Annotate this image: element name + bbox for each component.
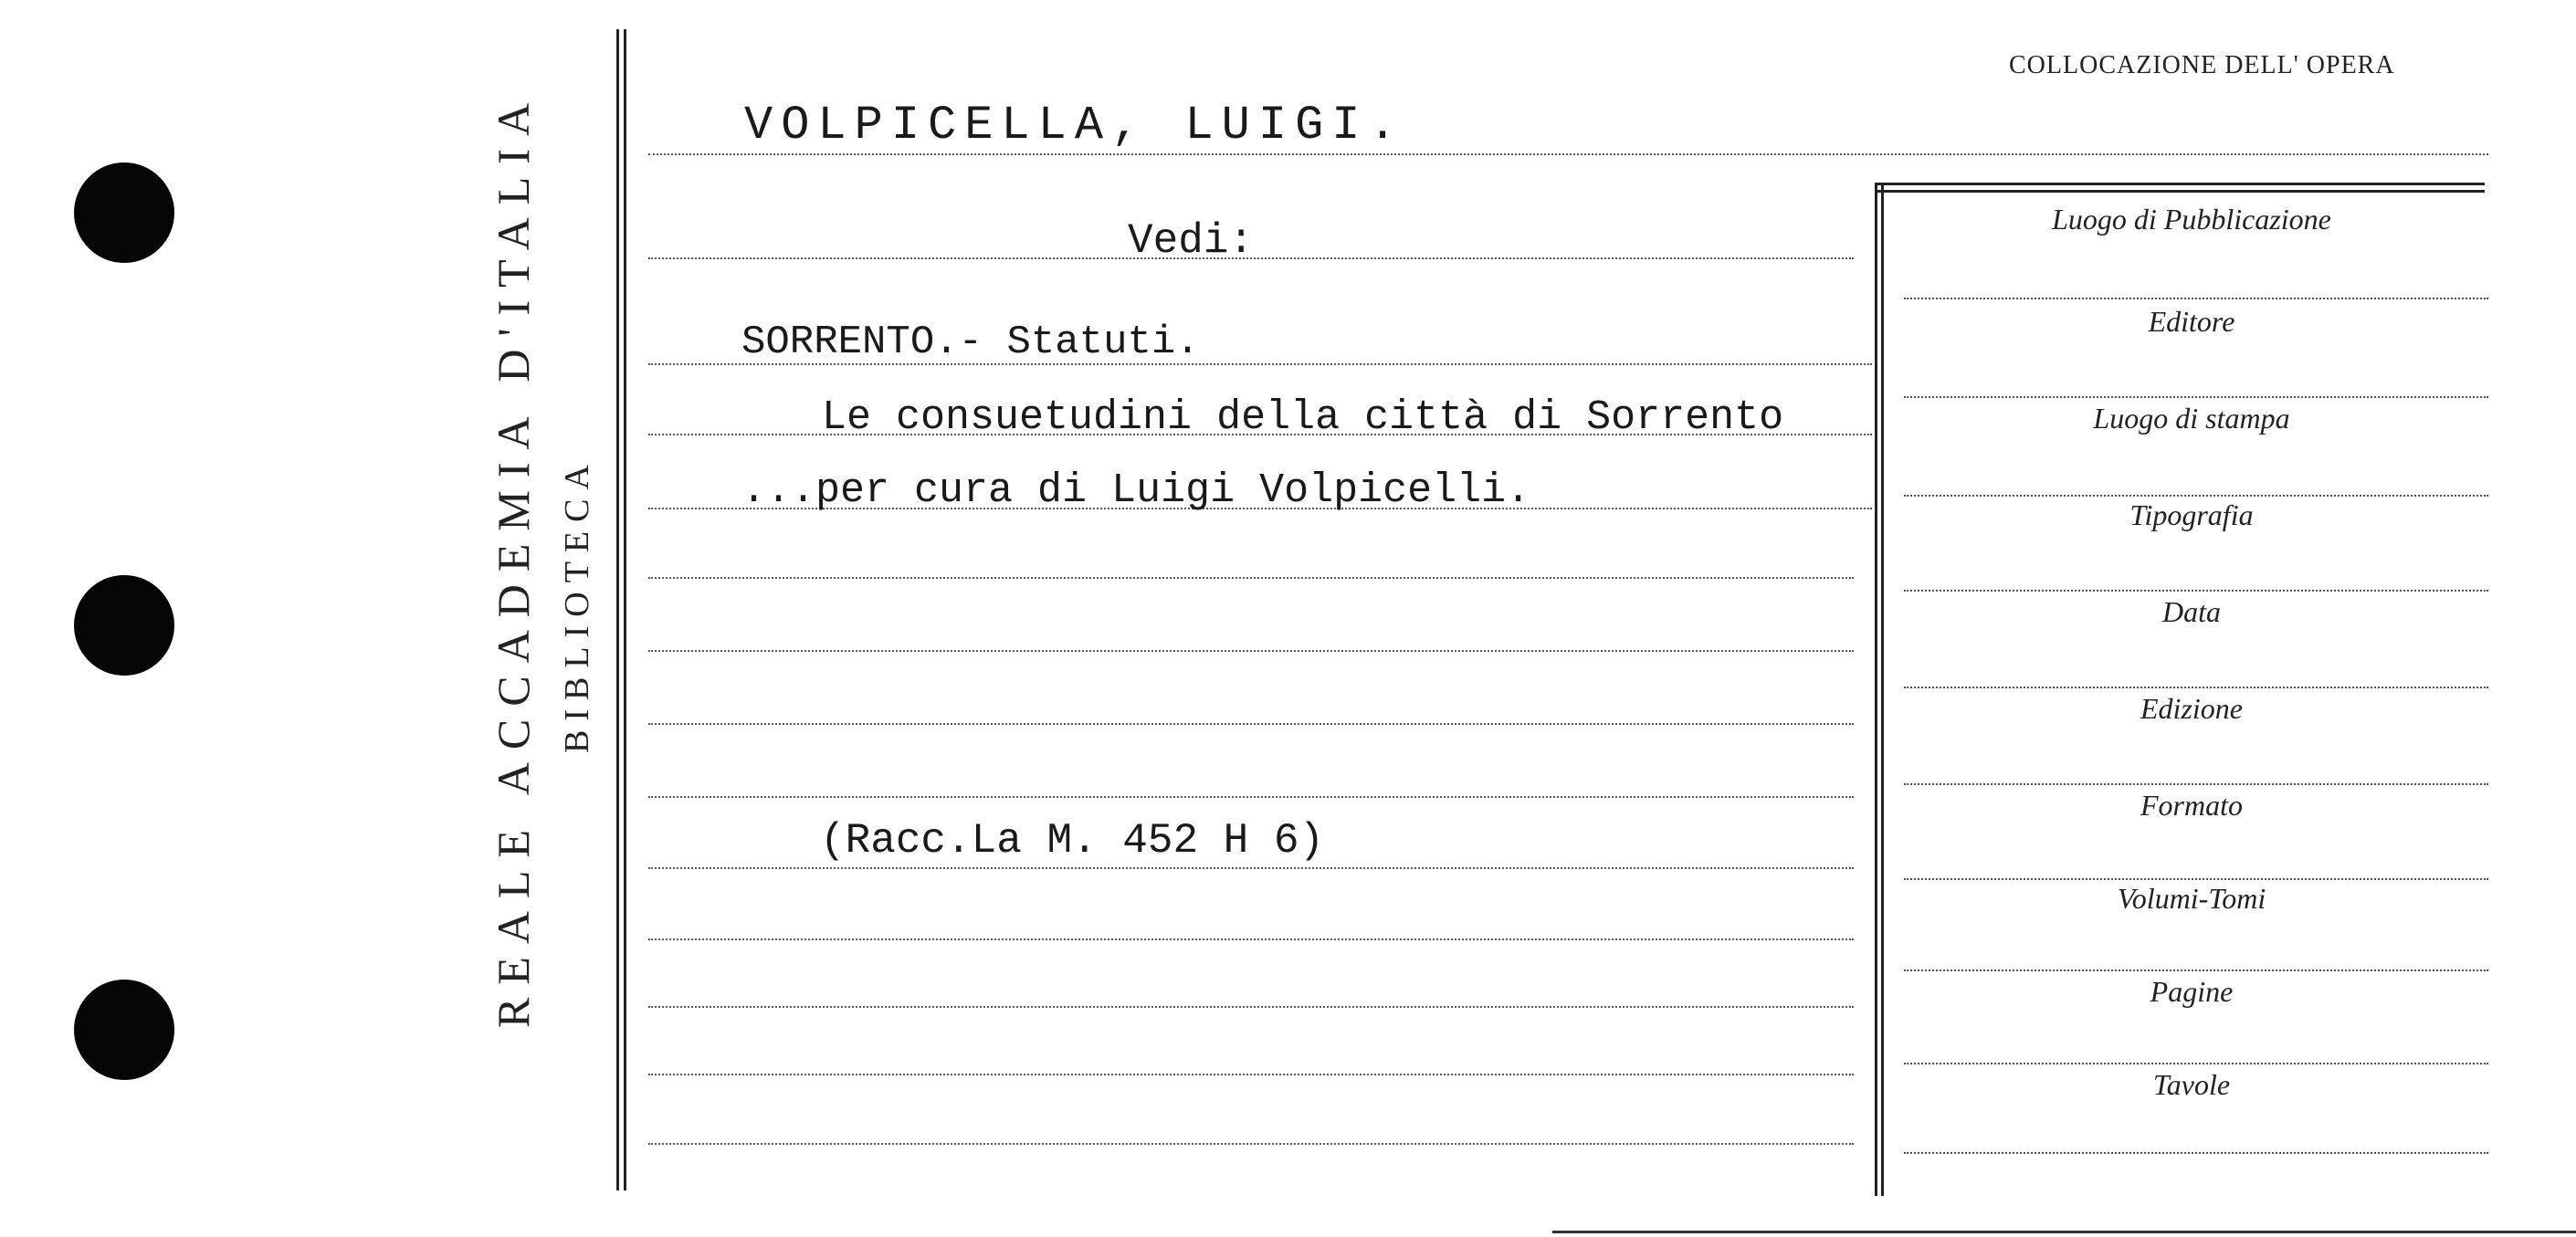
punch-hole-bottom (74, 980, 174, 1080)
fields-box-rule (1875, 183, 1877, 1196)
library-label: BIBLIOTECA (558, 456, 596, 753)
left-rule (624, 29, 626, 1190)
field-label: Tavole (2152, 1068, 2231, 1101)
field-line (1904, 396, 2488, 398)
field-line (1904, 298, 2488, 299)
ruled-line (648, 1006, 1854, 1008)
field-label: Luogo di Pubblicazione (2052, 203, 2331, 236)
field-line (1904, 878, 2488, 880)
fields-box-top-rule (1875, 183, 2485, 185)
ruled-line (648, 577, 1854, 579)
ruled-line (648, 723, 1854, 725)
subject-heading: SORRENTO.- Statuti. (741, 320, 1200, 365)
ruled-line (648, 153, 2488, 155)
ruled-line (648, 796, 1854, 798)
editor-statement: ...per cura di Luigi Volpicelli. (741, 467, 1531, 514)
fields-box-rule (1881, 183, 1884, 1196)
left-rule (616, 29, 619, 1190)
ruled-line (648, 1143, 1854, 1145)
see-reference: Vedi: (1128, 217, 1255, 265)
field-label: Volumi-Tomi (2117, 882, 2266, 915)
work-title: Le consuetudini della città di Sorrento (822, 394, 1784, 441)
card-bottom-edge (1552, 1231, 2576, 1233)
field-label: Data (2162, 595, 2221, 628)
field-line (1904, 590, 2488, 592)
author-heading: VOLPICELLA, LUIGI. (744, 99, 1405, 152)
field-line (1904, 783, 2488, 785)
academy-label: REALE ACCADEMIA D'ITALIA (488, 89, 539, 1028)
field-label: Pagine (2150, 975, 2234, 1008)
ruled-line (648, 867, 1854, 869)
field-line (1904, 687, 2488, 688)
field-label: Editore (2148, 305, 2235, 338)
punch-hole-top (74, 162, 174, 263)
fields-box-top-rule (1875, 190, 2485, 193)
field-label: Tipografia (2129, 498, 2254, 531)
field-line (1904, 495, 2488, 497)
field-label: Edizione (2140, 692, 2243, 725)
field-label: Luogo di stampa (2093, 402, 2290, 435)
punch-hole-middle (74, 575, 174, 676)
field-label: Formato (2140, 789, 2243, 822)
field-line (1904, 1152, 2488, 1154)
ruled-line (648, 938, 1854, 940)
shelfmark: (Racc.La M. 452 H 6) (820, 817, 1325, 865)
ruled-line (648, 650, 1854, 652)
ruled-line (648, 1074, 1854, 1075)
collocazione-heading: COLLOCAZIONE DELL' OPERA (2009, 51, 2395, 79)
field-line (1904, 970, 2488, 971)
field-line (1904, 1063, 2488, 1064)
